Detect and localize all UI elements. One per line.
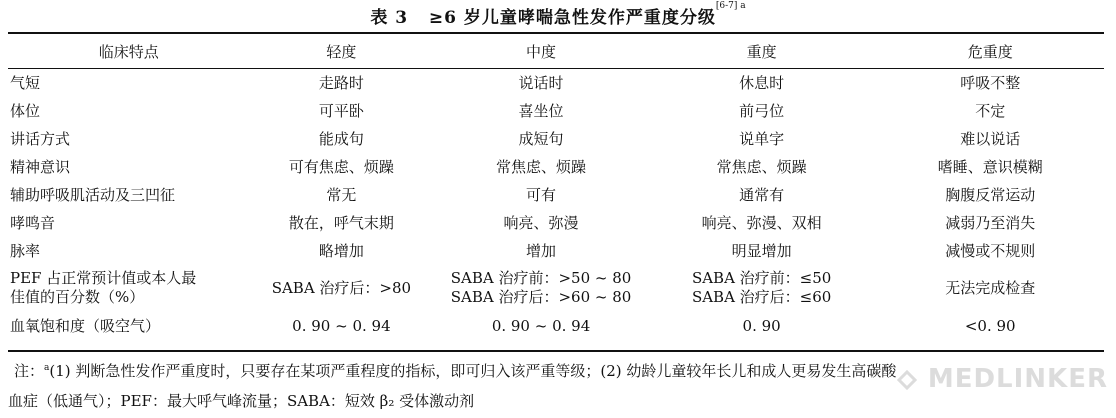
- watermark-logo: [896, 364, 1108, 394]
- table-cell: 0. 90 ~ 0. 94: [292, 316, 391, 335]
- header-row: [8, 36, 1104, 69]
- table-cell: 呼吸不整: [960, 73, 1021, 92]
- table-cell: 说单字: [739, 129, 785, 148]
- table-cell: 常焦虑、烦躁: [716, 157, 807, 176]
- table-cell: 减弱乃至消失: [945, 213, 1036, 232]
- table-title-text: ≥6 岁儿童哮喘急性发作严重度分级: [428, 8, 716, 28]
- header-cell: 临床特点: [8, 36, 248, 69]
- header-cell: 轻度: [248, 36, 436, 69]
- table-cell: 血氧饱和度（吸空气）: [10, 316, 161, 335]
- table-cell: 0. 90 ~ 0. 94: [491, 316, 591, 335]
- table-row: [8, 69, 1104, 98]
- table-cell: 常焦虑、烦躁: [496, 157, 587, 176]
- table-cell: 说话时: [518, 73, 564, 92]
- note-marker: a: [44, 363, 50, 373]
- table-row: [8, 209, 1104, 237]
- table-cell: 胸腹反常运动: [945, 185, 1036, 204]
- table-row: [8, 181, 1104, 209]
- header-cell: 中度: [435, 36, 647, 69]
- table-cell: 前弓位: [739, 101, 785, 120]
- table-cell: 讲话方式: [10, 129, 71, 148]
- table-row: [8, 97, 1104, 125]
- table-cell: 增加: [526, 241, 557, 260]
- table-cell: 脉率: [10, 241, 41, 260]
- table-row: [8, 125, 1104, 153]
- header-cell: 危重度: [876, 36, 1104, 69]
- table-cell: 常无: [326, 185, 357, 204]
- table-note-line-2: [8, 390, 474, 411]
- table-row: [8, 265, 1104, 311]
- header-cell: 重度: [647, 36, 877, 69]
- table-cell: 可平卧: [318, 101, 364, 120]
- table-cell: 走路时: [318, 73, 364, 92]
- table-title: [0, 3, 1116, 28]
- table-cell: 明显增加: [731, 241, 792, 260]
- table-cell: PEF 占正常预计值或本人最 佳值的百分数（%）: [10, 269, 197, 306]
- watermark-text: MEDLINKER: [927, 364, 1108, 394]
- table-cell: SABA 治疗前：≤50 SABA 治疗后：≤60: [691, 269, 832, 306]
- watermark-icon: [896, 369, 918, 391]
- table-cell: 能成句: [318, 129, 364, 148]
- table-row: [8, 311, 1104, 341]
- table-cell: 略增加: [318, 241, 364, 260]
- table-note-line-1: [14, 360, 896, 381]
- table-cell: 通常有: [739, 185, 785, 204]
- table-cell: 散在，呼气末期: [288, 213, 394, 232]
- table-cell: 可有: [526, 185, 557, 204]
- table-number: 表 3: [370, 8, 409, 28]
- table-cell: 成短句: [518, 129, 564, 148]
- table-cell: 减慢或不规则: [945, 241, 1036, 260]
- table-cell: 体位: [10, 101, 41, 120]
- table-row: [8, 153, 1104, 181]
- table-cell: 精神意识: [10, 157, 71, 176]
- table-cell: <0. 90: [964, 316, 1016, 335]
- note-prefix: 注：: [14, 362, 45, 380]
- table-title-reference: [6-7] a: [715, 1, 746, 11]
- note-text-1: (1) 判断急性发作严重度时，只要存在某项严重程度的指标，即可归入该严重等级；(2) 幼龄儿童较年长儿和成人更易发生高碳酸: [49, 362, 897, 380]
- top-rule: [8, 32, 1104, 34]
- bottom-rule: [8, 350, 1104, 352]
- table-cell: 难以说话: [960, 129, 1021, 148]
- table-row: [8, 237, 1104, 265]
- table-cell: 无法完成检查: [945, 278, 1036, 297]
- table-cell: 响亮、弥漫: [503, 213, 579, 232]
- note-text-2: 血症（低通气）；PEF：最大呼气峰流量；SABA：短效 β₂ 受体激动剂: [8, 392, 475, 410]
- table-cell: 气短: [10, 73, 41, 92]
- table-cell: 可有焦虑、烦躁: [288, 157, 394, 176]
- table-cell: 不定: [975, 101, 1006, 120]
- table-cell: 休息时: [739, 73, 785, 92]
- table-cell: SABA 治疗后：>80: [271, 278, 412, 297]
- table-cell: 响亮、弥漫、双相: [701, 213, 822, 232]
- severity-table: [8, 36, 1104, 341]
- table-cell: 嗜睡、意识模糊: [937, 157, 1043, 176]
- table-cell: 喜坐位: [518, 101, 564, 120]
- table-cell: 哮鸣音: [10, 213, 56, 232]
- table-cell: 0. 90: [742, 316, 781, 335]
- table-cell: 辅助呼吸肌活动及三凹征: [10, 185, 176, 204]
- table-cell: SABA 治疗前：>50 ~ 80 SABA 治疗后：>60 ~ 80: [450, 269, 632, 306]
